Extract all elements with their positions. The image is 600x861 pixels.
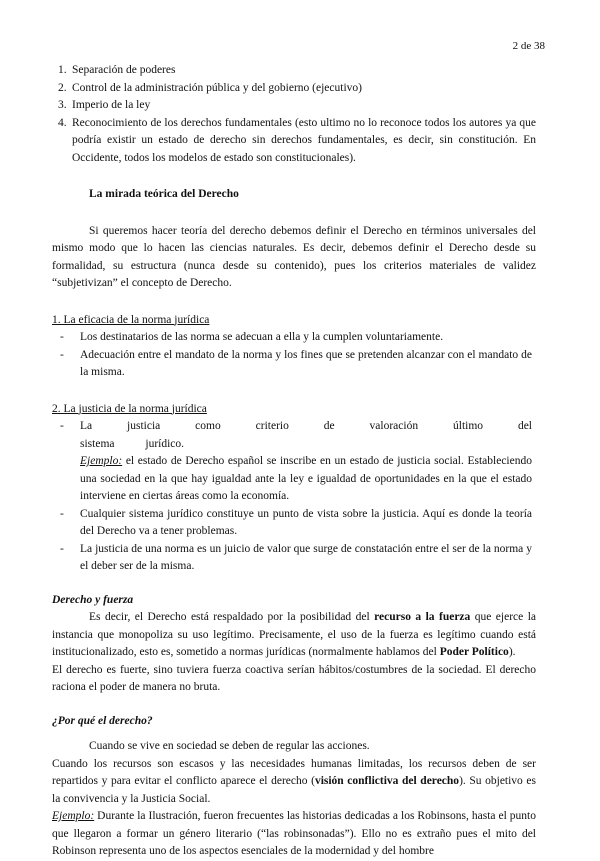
list-item: - Los destinatarios de las norma se adecuan a ella y la cumplen voluntariamente. [60, 331, 444, 343]
paragraph: Cuando se vive en sociedad se deben de regular las acciones. [89, 740, 370, 752]
list-item: 4. Reconocimiento de los derechos fundamentales (esto ultimo no lo reconoce todos los autores ya que podría existir un estado de derecho sin derechos fundamentales, es decir, sin constitución. En Occidente, todos los modelos de estado son constitucionales). [58, 116, 536, 164]
paragraph: Es decir, el Derecho está respaldado por la posibilidad del recurso a la fuerza que ejerce la instancia que monopoliza su uso legítimo. Precisamente, el uso de la fuerza es legítimo cuando está institucionalizado, esto es, sometido a normas jurídicas (normalmente hablamos del Poder Político). [52, 611, 536, 658]
section-title-eficacia: 1. La eficacia de la norma jurídica [52, 313, 210, 326]
list-item: - Cualquier sistema jurídico constituye un punto de vista sobre la justicia. Aquí es donde la teoría del Derecho va a tener problemas. [60, 507, 532, 537]
list-item: 3. Imperio de la ley [58, 99, 151, 111]
document-body [52, 62, 536, 861]
list-item: 1. Separación de poderes [58, 64, 176, 76]
section-heading: La mirada teórica del Derecho [89, 188, 239, 200]
dash-list [52, 418, 536, 576]
section-title-justicia: 2. La justicia de la norma jurídica [52, 402, 207, 415]
page-number: 2 de 38 [512, 40, 545, 52]
list-item: - La justicia de una norma es un juicio de valor que surge de constatación entre el ser de la norma y el deber ser de la misma. [60, 542, 532, 572]
dash-list [52, 329, 536, 382]
paragraph: El derecho es fuerte, sino tuviera fuerza coactiva serían hábitos/costumbres de la sociedad. El derecho raciona el poder de manera no bruta. [52, 663, 536, 693]
intro-paragraph: Si queremos hacer teoría del derecho debemos definir el Derecho en términos universales del mismo modo que lo hacen las ciencias naturales. Es decir, debemos definir el Derecho desde su formalidad, su estructura (nunca desde su contenido), pues los criterios materiales de validez “subjetivizan” el concepto de Derecho. [52, 224, 536, 289]
section-title-por-que: ¿Por qué el derecho? [52, 714, 153, 727]
paragraph: Cuando los recursos son escasos y las necesidades humanas limitadas, los recursos deben de ser repartidos y para evitar el conflicto aparece el derecho (visión conflictiva del derecho). Su objetivo es la convivencia y la Justicia Social. [52, 757, 536, 805]
list-item: 2. Control de la administración pública y del gobierno (ejecutivo) [58, 81, 362, 94]
section-title-derecho-fuerza: Derecho y fuerza [52, 593, 134, 606]
list-item: - Adecuación entre el mandato de la norma y los fines que se pretenden alcanzar con el mandato de la misma. [60, 348, 532, 378]
paragraph: Ejemplo: Durante la Ilustración, fueron frecuentes las historias dedicadas a los Robinsons, hasta el punto que llegaron a formar un género literario (“las robinsonadas”). Ello no es extraño pues el mito del Robinson representa uno de los aspectos esenciales de la modernidad y del hombre [52, 810, 536, 857]
numbered-list [52, 62, 536, 167]
list-item: - La justicia como criterio de valoración último del sistema jurídico. Ejemplo: el estado de Derecho español se inscribe en un estado de justicia social. Estableciendo una sociedad en la que hay igualdad ante la ley e igualdad de oportunidades en la que el estado interviene en ciertas áreas como la economía. [60, 420, 532, 502]
